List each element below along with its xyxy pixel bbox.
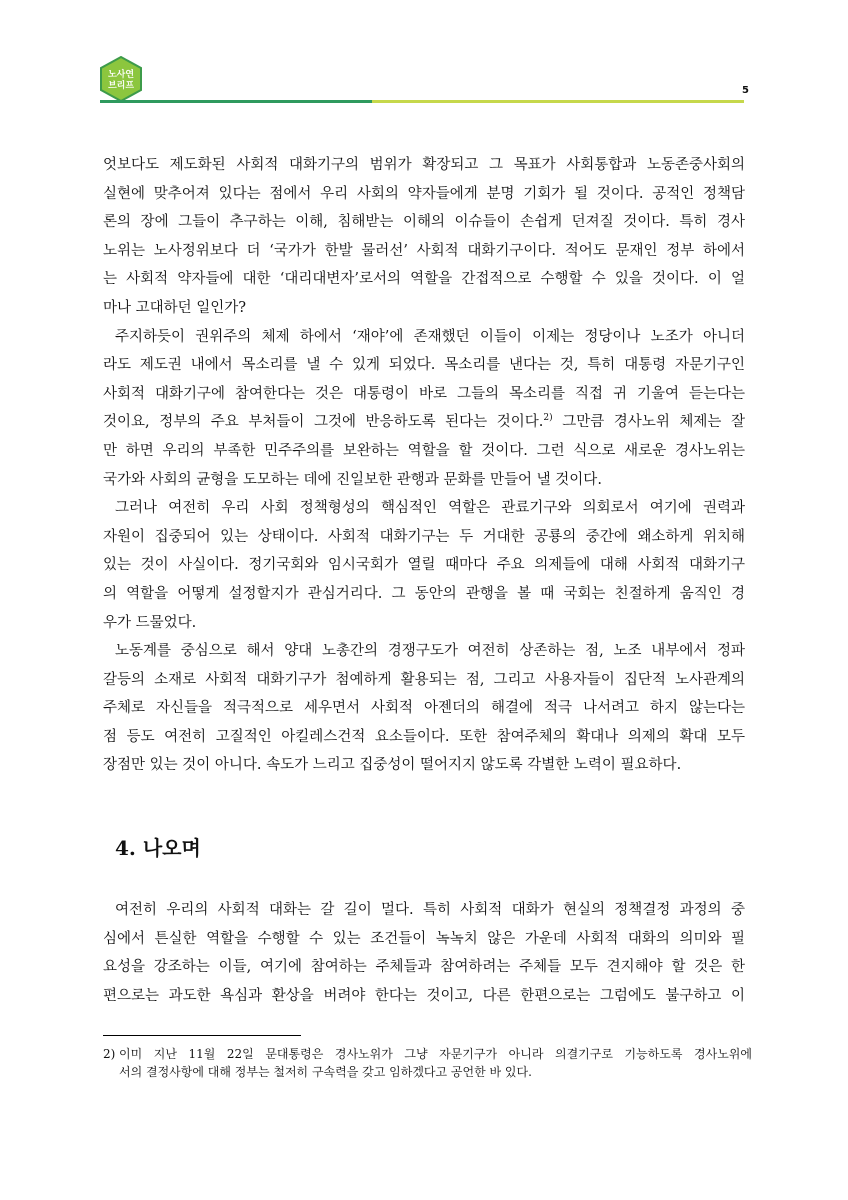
text-line: 는 사회적 약자들에 대한 ‘대리대변자’로서의 역할을 간접적으로 수행할 수 있을 것이다. 이 얼	[103, 271, 745, 288]
footnote-line: 서의 결정사항에 대해 정부는 철저히 구속력을 갖고 임하겠다고 공언한 바 있다.	[119, 1065, 532, 1079]
section-heading: 4. 나오며	[115, 836, 201, 860]
header-rule-lime	[372, 100, 744, 103]
text-line: 자원이 집중되어 있는 상태이다. 사회적 대화기구는 두 거대한 공룡의 중간에 왜소하게 위치해	[103, 528, 745, 545]
logo-text-line1: 노사연	[107, 70, 135, 80]
logo-text-line2: 브리프	[107, 81, 135, 91]
body-text-lower	[103, 896, 745, 1010]
text-line: 라도 제도권 내에서 목소리를 낼 수 있게 되었다. 목소리를 낸다는 것, 특히 대통령 자문기구인	[103, 357, 745, 374]
text-line: 있는 것이 사실이다. 정기국회와 임시국회가 열릴 때마다 주요 의제들에 대해 사회적 대화기구	[103, 557, 745, 574]
text-line: 요성을 강조하는 이들, 여기에 참여하는 주체들과 참여하려는 주체들 모두 견지해야 할 것은 한	[103, 959, 745, 976]
text-segment: 것이요, 정부의 주요 부처들이 그것에 반응하도록 된다는 것이다.	[103, 414, 544, 431]
text-line: 국가와 사회의 균형을 도모하는 데에 진일보한 관행과 문화를 만들어 낼 것이다.	[103, 471, 602, 488]
text-line: 사회적 대화기구에 참여한다는 것은 대통령이 바로 그들의 목소리를 직접 귀 기울여 듣는다는	[103, 385, 745, 402]
text-line: 주지하듯이 권위주의 체제 하에서 ‘재야’에 존재했던 이들이 이제는 정당이나 노조가 아니더	[115, 328, 745, 345]
text-line-with-footnote	[103, 408, 745, 437]
footnote-line: 이미 지난 11월 22일 문대통령은 경사노위가 그냥 자문기구가 아니라 의결기구로 기능하도록 경사노위에	[119, 1047, 752, 1061]
text-line: 노동계를 중심으로 해서 양대 노총간의 경쟁구도가 여전히 상존하는 점, 노조 내부에서 정파	[115, 643, 745, 660]
text-line: 여전히 우리의 사회적 대화는 갈 길이 멀다. 특히 사회적 대화가 현실의 정책결정 과정의 중	[115, 902, 745, 918]
text-line: 만 하면 우리의 부족한 민주주의를 보완하는 역할을 할 것이다. 그런 식으로 새로운 경사노위는	[103, 442, 745, 459]
text-line: 엇보다도 제도화된 사회적 대화기구의 범위가 확장되고 그 목표가 사회통합과 노동존중사회의	[103, 157, 745, 173]
page-number: 5	[742, 85, 749, 96]
noshayeon-brief-logo	[99, 56, 143, 102]
header-rule-green	[100, 100, 372, 103]
text-line: 갈등의 소재로 사회적 대화기구가 첨예하게 활용되는 점, 그리고 사용자들이 집단적 노사관계의	[103, 671, 745, 688]
body-text-upper	[103, 151, 745, 780]
footnote-text	[119, 1045, 752, 1081]
text-line: 실현에 맞추어져 있다는 점에서 우리 사회의 약자들에게 분명 기회가 될 것이다. 공적인 정책담	[103, 185, 745, 202]
footnote-divider	[103, 1035, 301, 1036]
text-line: 심에서 튼실한 역할을 수행할 수 있는 조건들이 녹녹치 않은 가운데 사회적 대화의 의미와 필	[103, 930, 745, 947]
text-line: 의 역할을 어떻게 설정할지가 관심거리다. 그 동안의 관행을 볼 때 국회는 친절하게 움직인 경	[103, 585, 745, 602]
text-segment: 그만큼 경사노위 체제는 잘	[552, 414, 745, 431]
text-line: 장점만 있는 것이 아니다. 속도가 느리고 집중성이 떨어지지 않도록 각별한 노력이 필요하다.	[103, 757, 682, 774]
text-line: 주체로 자신들을 적극적으로 세우면서 사회적 아젠더의 해결에 적극 나서려고 하지 않는다는	[103, 700, 745, 717]
text-line: 마나 고대하던 일인가?	[103, 299, 247, 316]
text-line: 론의 장에 그들이 추구하는 이해, 침해받는 이해의 이슈들이 손쉽게 던져질 것이다. 특히 경사	[103, 214, 745, 231]
text-line: 우가 드물었다.	[103, 614, 197, 631]
footnote-reference-link[interactable]: 2)	[543, 413, 553, 424]
text-line: 점 등도 여전히 고질적인 아킬레스건적 요소들이다. 또한 참여주체의 확대나 의제의 확대 모두	[103, 728, 745, 745]
footnote-marker: 2)	[103, 1047, 116, 1061]
text-line: 노위는 노사정위보다 더 ‘국가가 한발 물러선’ 사회적 대화기구이다. 적어도 문재인 정부 하에서	[103, 242, 745, 259]
text-line: 그러나 여전히 우리 사회 정책형성의 핵심적인 역할은 관료기구와 의회로서 여기에 권력과	[115, 500, 745, 517]
text-line: 편으로는 과도한 욕심과 환상을 버려야 한다는 것이고, 다른 한편으로는 그럼에도 불구하고 이	[103, 987, 745, 1004]
